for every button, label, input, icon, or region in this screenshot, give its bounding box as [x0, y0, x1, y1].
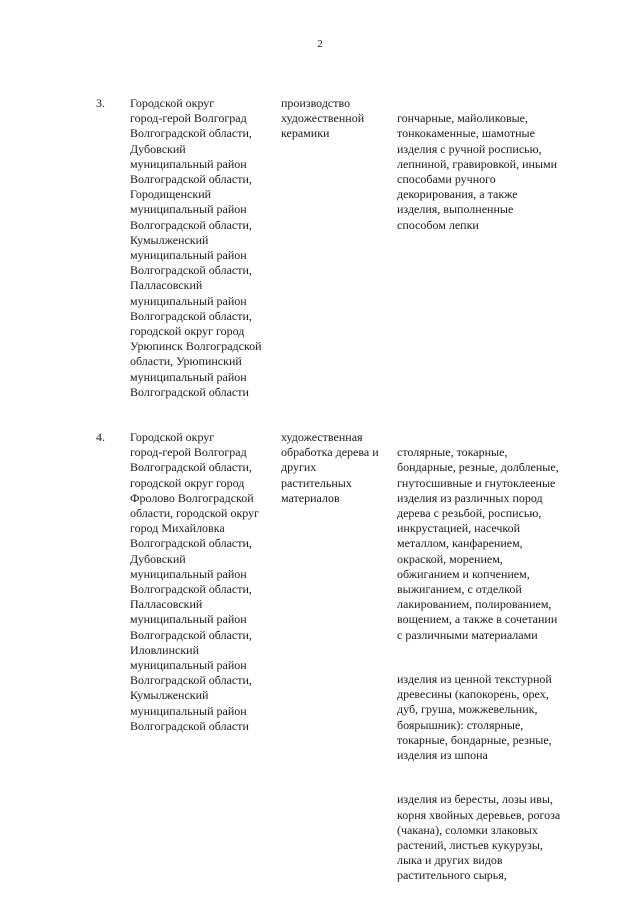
page-number: 2 [317, 38, 323, 50]
craft-type: художественная обработка дерева и других растительных материалов [281, 430, 379, 505]
product-block: изделия из ценной текстурной древесины (капокорень, орех, дуб, груша, можжевельник, боярышник): столярные, токарные, бондарные, резные, изделия из шпона [397, 672, 552, 763]
product-block: столярные, токарные, бондарные, резные, долбленые, гнутосшивные и гнутоклееные изделия из различных пород дерева с резьбой, росписью, инкрустацией, насечкой металлом, канфарением, окраской, морением, обжиганием и копчением, выжиганием, с отделкой лакированием, полированием, вощением, а также в сочетании с различными материалами [397, 445, 559, 642]
product-types [397, 96, 577, 248]
municipal-areas: Городской округ город-герой Волгоград Волгоградской области, городской округ город Фролово Волгоградской области, городской округ город Михайловка Волгоградской области, Дубовский муниципальный район Волгоградской области, Палласовский муниципальный район Волгоградской области, Иловлинский муниципальный район Волгоградской области, Кумылженский муниципальный район Волгоградской области [130, 430, 260, 733]
product-block: изделия из бересты, лозы ивы, корня хвойных деревьев, рогоза (чакана), соломки злаковых растений, листьев кукурузы, лыка и других видов растительного сырья, [397, 792, 561, 883]
product-types [397, 430, 577, 899]
row-number: 3. [96, 96, 105, 110]
row-number: 4. [96, 430, 105, 444]
product-block: гончарные, майоликовые, тонкокаменные, шамотные изделия с ручной росписью, лепниной, гравировкой, иными способами ручного декорирования, а также изделия, выполненные способом лепки [397, 111, 557, 232]
municipal-areas: Городской округ город-герой Волгоград Волгоградской области, Дубовский муниципальный район Волгоградской области, Городищенский муниципальный район Волгоградской области, Кумылженский муниципальный район Волгоградской области, Палласовский муниципальный район Волгоградской области, городской округ город Урюпинск Волгоградской области, Урюпинский муниципальный район Волгоградской области [130, 96, 262, 399]
craft-type: производство художественной керамики [281, 96, 365, 141]
